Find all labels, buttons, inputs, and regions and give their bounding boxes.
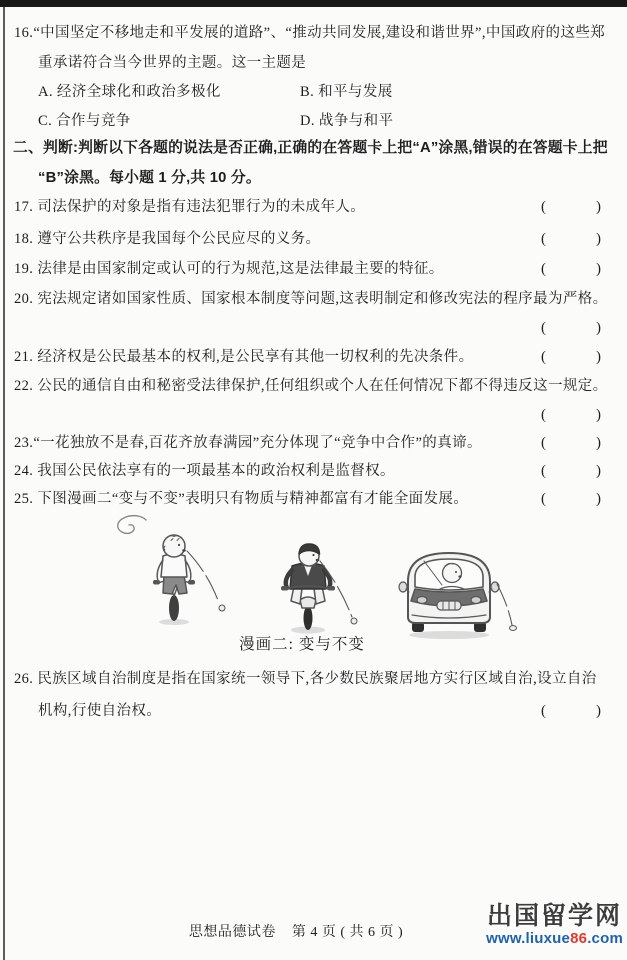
- paren-close: ): [596, 320, 601, 336]
- option-c: C. 合作与竞争: [38, 113, 131, 129]
- judgment-20: 20. 宪法规定诸如国家性质、国家根本制度等问题,这表明制定和修改宪法的程序最为严格。: [14, 291, 608, 307]
- judgment-19: 19. 法律是由国家制定或认可的行为规范,这是法律最主要的特征。: [14, 261, 444, 277]
- paren-open: (: [541, 349, 546, 365]
- answer-parens-26: [541, 700, 601, 722]
- paren-close: ): [596, 231, 601, 247]
- section2-header-line2: “B”涂黑。每小题 1 分,共 10 分。: [38, 170, 261, 186]
- judgment-26-line2: 机构,行使自治权。: [38, 703, 162, 719]
- paren-close: ): [596, 703, 601, 719]
- judgment-21: 21. 经济权是公民最基本的权利,是公民享有其他一切权利的先决条件。: [14, 349, 474, 365]
- watermark-url-www: www.liuxue: [486, 930, 571, 947]
- paren-open: (: [541, 463, 546, 479]
- site-watermark: [486, 904, 623, 946]
- judgment-25: 25. 下图漫画二“变与不变”表明只有物质与精神都富有才能全面发展。: [14, 491, 469, 507]
- paren-close: ): [596, 463, 601, 479]
- paren-open: (: [541, 491, 546, 507]
- paren-open: (: [541, 261, 546, 277]
- answer-parens-22: [541, 404, 601, 426]
- paren-open: (: [541, 199, 546, 215]
- watermark-url-num: 86: [570, 930, 588, 947]
- answer-parens-19: [541, 258, 601, 280]
- paren-open: (: [541, 320, 546, 336]
- option-b: B. 和平与发展: [300, 84, 393, 100]
- judgment-26-line1: 26. 民族区域自治制度是指在国家统一领导下,各少数民族聚居地方实行区域自治,设立自治: [14, 671, 597, 687]
- answer-parens-18: [541, 228, 601, 250]
- scan-top-edge: [0, 0, 627, 7]
- scan-left-edge: [3, 7, 5, 960]
- answer-parens-20: [541, 317, 601, 339]
- paren-close: ): [596, 261, 601, 277]
- question-16-line2: 重承诺符合当今世界的主题。这一主题是: [38, 55, 307, 71]
- paren-close: ): [596, 491, 601, 507]
- cartoon-caption: 漫画二: 变与不变: [239, 636, 365, 653]
- judgment-23: 23.“一花独放不是春,百花齐放春满园”充分体现了“竞争中合作”的真谛。: [14, 435, 482, 451]
- answer-parens-25: [541, 488, 601, 510]
- paren-open: (: [541, 407, 546, 423]
- cartoon-motorcyclist-spitting-icon: [268, 538, 378, 638]
- answer-parens-17: [541, 196, 601, 218]
- section2-header-line1: 二、判断:判断以下各题的说法是否正确,正确的在答题卡上把“A”涂黑,错误的在答题卡上把: [13, 140, 608, 156]
- watermark-site-name: 出国留学网: [487, 902, 623, 930]
- paren-close: ): [596, 199, 601, 215]
- watermark-url-tld: .com: [587, 930, 623, 947]
- judgment-24: 24. 我国公民依法享有的一项最基本的政治权利是监督权。: [14, 463, 395, 479]
- paren-open: (: [541, 703, 546, 719]
- watermark-url: [486, 931, 623, 946]
- judgment-17: 17. 司法保护的对象是指有违法犯罪行为的未成年人。: [14, 199, 366, 215]
- cartoon-cyclist-spitting-icon: [138, 533, 248, 628]
- option-a: A. 经济全球化和政治多极化: [38, 84, 221, 100]
- answer-parens-21: [541, 346, 601, 368]
- paren-close: ): [596, 407, 601, 423]
- paren-open: (: [541, 231, 546, 247]
- judgment-18: 18. 遵守公共秩序是我国每个公民应尽的义务。: [14, 231, 321, 247]
- answer-parens-23: [541, 432, 601, 454]
- cartoon-driver-spitting-icon: [392, 543, 522, 643]
- option-d: D. 战争与和平: [300, 113, 394, 129]
- judgment-22: 22. 公民的通信自由和秘密受法律保护,任何组织或个人在任何情况下都不得违反这一规定。: [14, 378, 608, 394]
- paren-close: ): [596, 349, 601, 365]
- answer-parens-24: [541, 460, 601, 482]
- question-16-line1: 16.“中国坚定不移地走和平发展的道路”、“推动共同发展,建设和谐世界”,中国政府的这些郑: [14, 25, 606, 41]
- paren-close: ): [596, 435, 601, 451]
- page-footer: 思想品德试卷 第 4 页 ( 共 6 页 ): [188, 925, 404, 940]
- paren-open: (: [541, 435, 546, 451]
